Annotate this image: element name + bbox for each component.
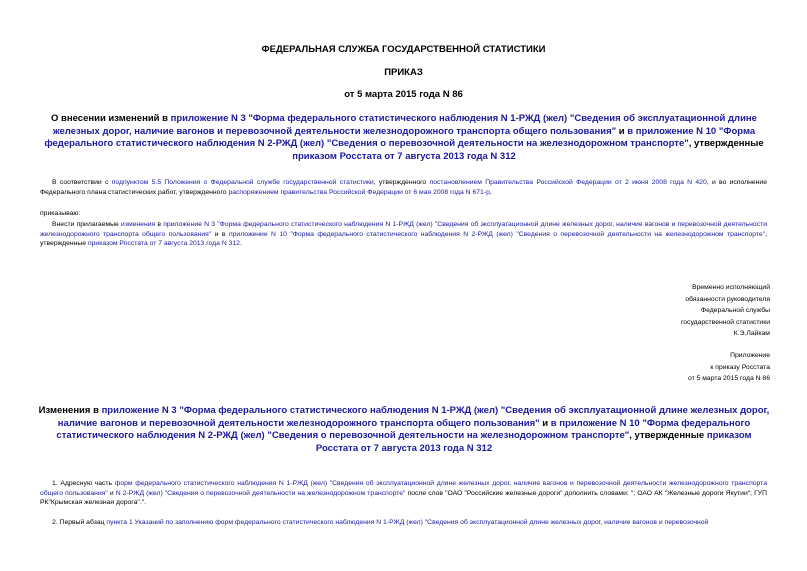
change-item-1: [40, 479, 767, 508]
preamble-paragraph: [40, 178, 767, 197]
para-text: В соответствии с: [52, 179, 112, 186]
para-text: в: [155, 221, 164, 228]
appendix-line: к приказу Росстата: [710, 363, 770, 371]
title-text: , утвержденные: [688, 138, 764, 149]
title-link-order-312[interactable]: приказом Росстата от 7 августа 2013 года N 312: [292, 150, 516, 162]
link-form-2-rzhd[interactable]: N 2-РЖД (жел) "Сведения о перевозочной деятельности на железнодорожном транспорте": [115, 489, 406, 497]
link-subparagraph-5-5[interactable]: подпунктом 5.5 Положения о Федеральной службе государственной статистики: [111, 179, 374, 186]
title2-link-appendix-3[interactable]: приложение N 3 "Форма федерального статистического наблюдения N 1-РЖД (жел) "Сведения об эксплуатационной длине железных дорог, наличие вагонов и перевозочной деятельности железнодорожного транспорта общего пользования": [57, 405, 770, 429]
appendix-reference: [510, 350, 770, 385]
para-text: 2. Первый абзац: [52, 519, 107, 526]
para-text: , утвержденного: [373, 179, 430, 186]
link-instructions-point-1[interactable]: пункта 1 Указаний по заполнению форм федерального статистического наблюдения N 1-РЖД (жел) "Сведения об эксплуатационной длине железных дорог, наличие вагонов и перевозочной: [106, 519, 709, 526]
document-type: ПРИКАЗ: [384, 67, 423, 78]
para-text: после слов "ОАО "Российские железные дороги" дополнить словами: "; ОАО АК "Железные дороги Якутии"; ГУП РК"Крымская железная дорога".".: [40, 489, 767, 506]
title-link-appendix-3[interactable]: приложение N 3 "Форма федерального статистического наблюдения N 1-РЖД (жел) "Сведения об эксплуатационной длине железных дорог, наличие вагонов и перевозочной деятельности железнодорожного транспорта общего пользования": [52, 113, 757, 137]
order-word: приказываю:: [40, 210, 81, 217]
title-text: и: [616, 125, 628, 137]
title-text: О внесении изменений в: [51, 113, 171, 124]
para-text: 1. Адресную часть: [52, 480, 115, 487]
title-text: , утвержденные: [629, 430, 707, 441]
link-appendix-10[interactable]: приложение N 10 "Форма федерального статистического наблюдения N 2-РЖД (жел) "Сведения о перевозочной деятельности на железнодорожном транспорте": [228, 230, 766, 238]
title2-link-order-312[interactable]: приказом Росстата от 7 августа 2013 года N 312: [315, 430, 752, 454]
link-appendix-3[interactable]: приложение N 3 "Форма федерального статистического наблюдения N 1-РЖД (жел) "Сведения об эксплуатационной длине железных дорог, наличие вагонов и перевозочной деятельности железнодорожного транспорта общего пользования": [40, 221, 768, 238]
title-link-appendix-10[interactable]: в приложение N 10 "Форма федерального статистического наблюдения N 2-РЖД (жел) "Сведения о перевозочной деятельности на железнодорожном транспорте": [44, 125, 756, 149]
link-order-312[interactable]: приказом Росстата от 7 августа 2013 года N 312: [87, 240, 240, 247]
link-order-671-r[interactable]: распоряжением правительства Российской Федерации от 6 мая 2008 года N 671-р: [228, 188, 490, 196]
signature-line: обязанности руководителя: [685, 295, 770, 303]
signature-line: Временно исполняющий: [692, 284, 770, 291]
signatory-name: К.Э.Лайкам: [733, 330, 770, 337]
link-form-1-rzhd[interactable]: форм федерального статистического наблюдения N 1-РЖД (жел) "Сведения об эксплуатационной длине железных дорог, наличие вагонов и перевозочной деятельности железнодорожного транспорта общего пользования": [40, 480, 767, 497]
agency-heading: ФЕДЕРАЛЬНАЯ СЛУЖБА ГОСУДАРСТВЕННОЙ СТАТИСТИКИ: [261, 44, 546, 55]
para-text: и: [107, 489, 116, 497]
signature-block: [510, 282, 770, 340]
para-text: Внести прилагаемые: [52, 221, 122, 228]
para-text: , утвержденные: [40, 230, 767, 247]
change-item-2: [40, 518, 767, 528]
title-text: Изменения в: [38, 405, 102, 416]
signature-line: Федеральной службы: [700, 307, 770, 314]
document-title: [40, 113, 768, 163]
signature-line: государственной статистики: [680, 318, 770, 326]
title2-link-appendix-10[interactable]: в приложение N 10 "Форма федерального статистического наблюдения N 2-РЖД (жел) "Сведения о перевозочной деятельности на железнодорожном транспорте": [56, 417, 751, 441]
para-text: ,: [489, 188, 492, 196]
para-text: , и во исполнение Федерального плана статистических работ, утвержденного: [40, 179, 768, 196]
title-text: и: [539, 417, 551, 429]
order-paragraph: [40, 220, 767, 249]
document-date-number: от 5 марта 2015 года N 86: [344, 89, 463, 100]
changes-title: [36, 405, 772, 455]
link-changes[interactable]: изменения: [121, 221, 156, 228]
appendix-line: Приложение: [730, 352, 770, 359]
para-text: .: [239, 240, 242, 247]
link-resolution-420[interactable]: постановлением Правительства Российской Федерации от 2 июня 2008 года N 420: [429, 179, 707, 186]
appendix-line: от 5 марта 2015 года N 86: [687, 375, 770, 382]
para-text: и в: [211, 230, 229, 238]
